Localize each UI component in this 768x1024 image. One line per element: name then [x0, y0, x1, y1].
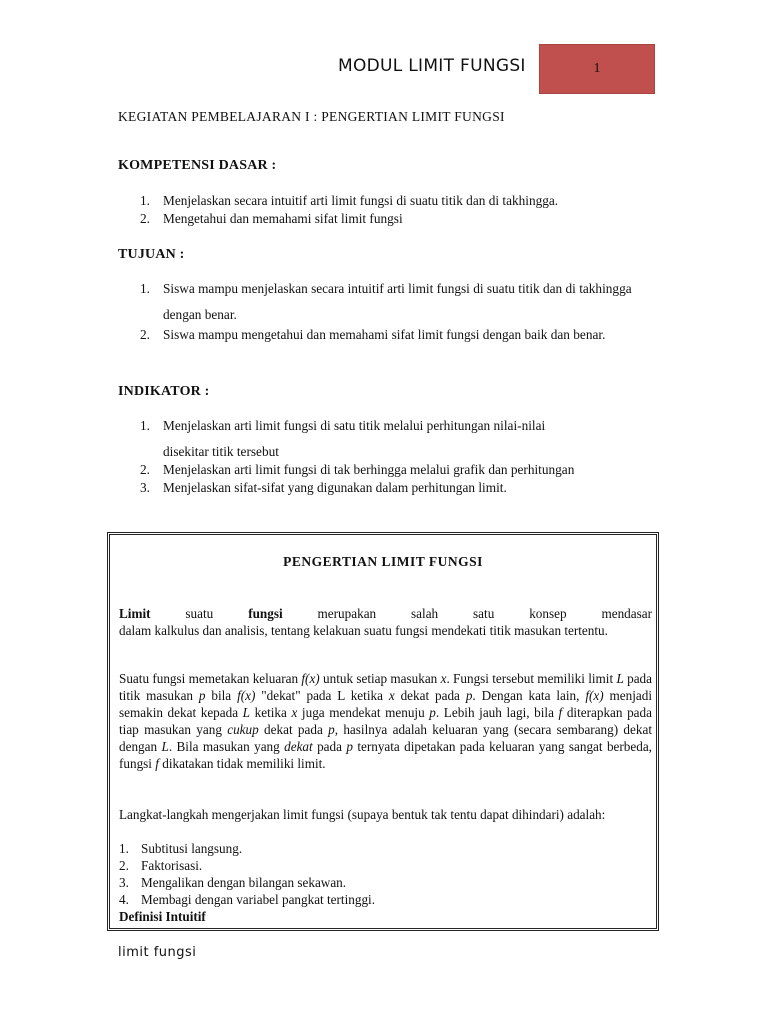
list-item: 4. Membagi dengan variabel pangkat tertinggi. [119, 892, 376, 907]
list-item: 2. Menjelaskan arti limit fungsi di tak berhingga melalui grafik dan perhitungan [140, 462, 575, 477]
footer-text: limit fungsi [118, 945, 197, 960]
header-title: MODUL LIMIT FUNGSI [338, 56, 526, 76]
paragraph-steps-intro: Langkat-langkah mengerjakan limit fungsi (supaya bentuk tak tentu dapat dihindari) adalah: [119, 807, 606, 822]
list-item: 2. Faktorisasi. [119, 858, 203, 873]
kompetensi-heading: KOMPETENSI DASAR : [118, 158, 277, 173]
list-item: 1. Subtitusi langsung. [119, 841, 243, 856]
activity-title: KEGIATAN PEMBELAJARAN I : PENGERTIAN LIMIT FUNGSI [118, 109, 505, 124]
list-item: 3. Menjelaskan sifat-sifat yang digunakan dalam perhitungan limit. [140, 480, 507, 495]
paragraph-limit-definition: Limit suatu fungsi merupakan salah satu konsep mendasar dalam kalkulus dan analisis, tentang kelakuan suatu fungsi mendekati titik masukan tertentu. [119, 606, 653, 638]
steps-list [119, 840, 652, 908]
definition-heading: Definisi Intuitif [119, 909, 206, 924]
indikator-heading: INDIKATOR : [118, 384, 210, 399]
box-title: PENGERTIAN LIMIT FUNGSI [283, 554, 483, 569]
page-number: 1 [593, 61, 601, 76]
definition-box [107, 532, 659, 931]
list-item: 1. Menjelaskan secara intuitif arti limit fungsi di suatu titik dan di takhingga. [140, 193, 559, 208]
tujuan-list [118, 276, 648, 348]
list-item: 2. Mengetahui dan memahami sifat limit fungsi [140, 211, 403, 226]
list-item: 2. Siswa mampu mengetahui dan memahami sifat limit fungsi dengan baik dan benar. [140, 327, 606, 342]
tujuan-heading: TUJUAN : [118, 247, 185, 262]
list-item: 1. Menjelaskan arti limit fungsi di satu titik melalui perhitungan nilai-nilai disekitar titik tersebut [140, 418, 546, 459]
list-item: 3. Mengalikan dengan bilangan sekawan. [119, 875, 347, 890]
indikator-list [118, 417, 658, 497]
kompetensi-list [118, 192, 658, 228]
list-item: 1. Siswa mampu menjelaskan secara intuitif arti limit fungsi di suatu titik dan di takhingga dengan benar. [140, 281, 632, 322]
page-number-box [539, 44, 655, 94]
paragraph-function-limit: Suatu fungsi memetakan keluaran f(x) untuk setiap masukan x. Fungsi tersebut memiliki limit L pada titik masukan p bila f(x) "dekat" pada L ketika x dekat pada p. Dengan kata lain, f(x) menjadi semakin dekat kepada L ketika x juga mendekat menuju p. Lebih jauh lagi, bila f diterapkan pada tiap masukan yang cukup dekat pada p, hasilnya adalah keluaran yang (secara sembarang) dekat dengan L. Bila masukan yang dekat pada p ternyata dipetakan pada keluaran yang sangat berbeda, fungsi f dikatakan tidak memiliki limit. [119, 671, 652, 771]
